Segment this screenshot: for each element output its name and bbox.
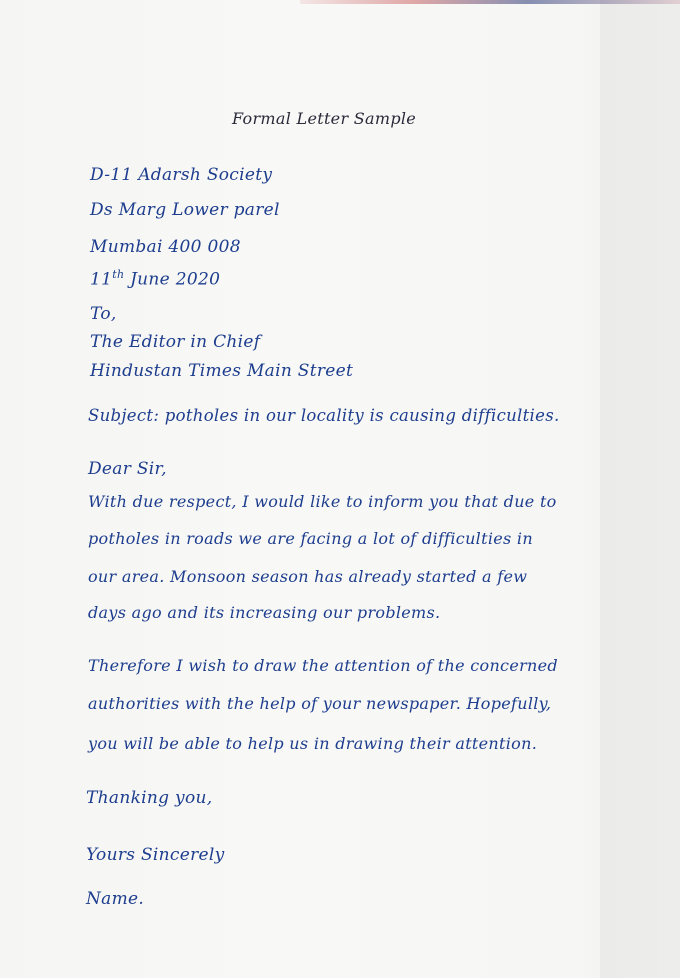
- closing-thanks: Thanking you,: [86, 788, 213, 808]
- body-line-4: days ago and its increasing our problems.: [88, 603, 441, 622]
- closing-sign-off: Yours Sincerely: [86, 845, 225, 865]
- body-line-2: potholes in roads we are facing a lot of difficulties in: [88, 529, 533, 548]
- date-suffix: th: [112, 268, 125, 281]
- date-day: 11: [90, 269, 113, 290]
- letter-title: Formal Letter Sample: [232, 109, 417, 128]
- letter-date: [90, 268, 220, 290]
- paper-shadow: [600, 0, 680, 978]
- sender-address-line-2: Ds Marg Lower parel: [90, 200, 280, 220]
- salutation: Dear Sir,: [88, 459, 167, 479]
- letter-subject: Subject: potholes in our locality is causing difficulties.: [88, 406, 560, 425]
- recipient-line-2: Hindustan Times Main Street: [90, 361, 354, 381]
- sender-address-line-1: D-11 Adarsh Society: [90, 165, 273, 185]
- body-line-1: With due respect, I would like to inform you that due to: [88, 492, 557, 511]
- body-line-6: authorities with the help of your newspaper. Hopefully,: [88, 694, 552, 713]
- body-line-3: our area. Monsoon season has already started a few: [88, 567, 528, 586]
- body-line-7: you will be able to help us in drawing their attention.: [88, 734, 538, 753]
- recipient-line-1: The Editor in Chief: [90, 332, 261, 352]
- date-rest: June 2020: [130, 269, 221, 290]
- sender-name: Name.: [86, 889, 145, 909]
- body-line-5: Therefore I wish to draw the attention of the concerned: [88, 656, 558, 675]
- sender-address-line-3: Mumbai 400 008: [90, 237, 241, 257]
- recipient-to: To,: [90, 304, 117, 324]
